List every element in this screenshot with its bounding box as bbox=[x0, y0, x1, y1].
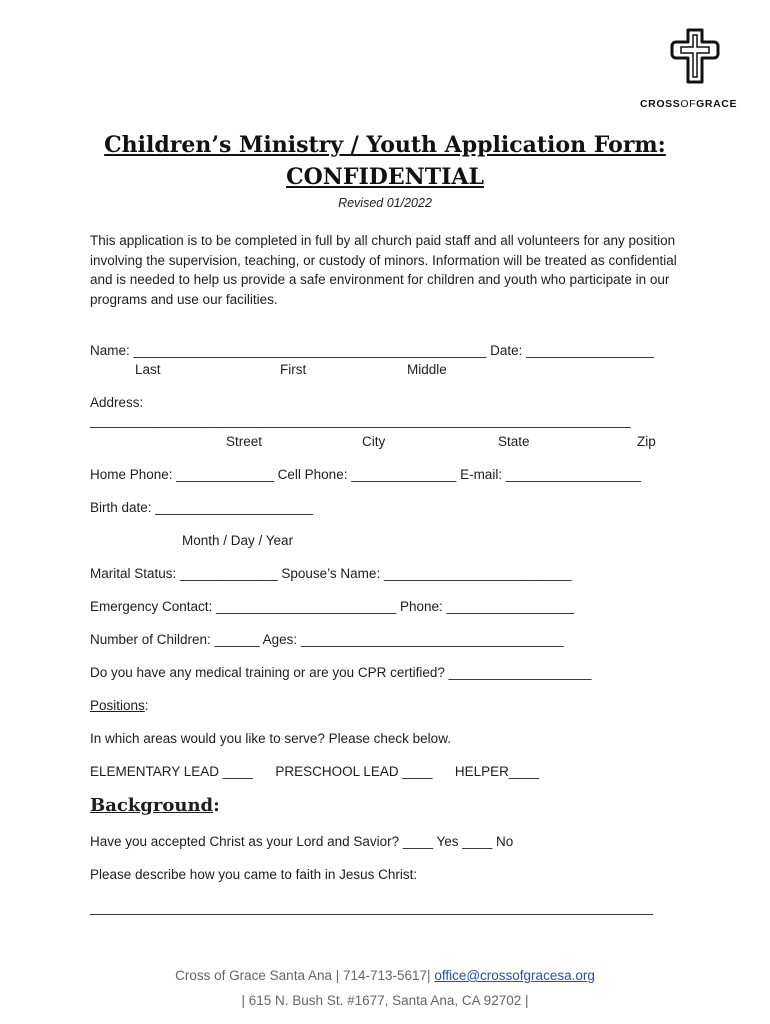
positions-question: In which areas would you like to serve? Please check below. bbox=[90, 731, 451, 746]
logo-wordmark: CROSSOFGRACE bbox=[640, 98, 738, 110]
medical-training-field[interactable]: Do you have any medical training or are you CPR certified? ___________________ bbox=[90, 665, 592, 680]
name-sub-middle: Middle bbox=[407, 362, 447, 377]
background-heading: Background: bbox=[90, 795, 220, 816]
form-title-line2: CONFIDENTIAL bbox=[286, 164, 484, 190]
footer-email-link[interactable]: office@crossofgracesa.org bbox=[434, 968, 595, 983]
name-sub-last: Last bbox=[135, 362, 161, 377]
revised-date: Revised 01/2022 bbox=[338, 196, 432, 210]
marital-status-field[interactable]: Marital Status: _____________ Spouse’s Name: _________________________ bbox=[90, 566, 572, 581]
positions-options[interactable]: ELEMENTARY LEAD ____ PRESCHOOL LEAD ____ HELPER____ bbox=[90, 764, 539, 779]
address-field[interactable]: ________________________________________________________________________ bbox=[90, 413, 631, 428]
address-label: Address: bbox=[90, 395, 144, 410]
address-sub-street: Street bbox=[226, 434, 263, 449]
name-date-field[interactable]: Name: _______________________________________________ Date: _________________ bbox=[90, 343, 654, 358]
faith-question-field[interactable]: Have you accepted Christ as your Lord and Savior? ____ Yes ____ No bbox=[90, 834, 514, 849]
footer-contact: Cross of Grace Santa Ana | 714-713-5617| office@crossofgracesa.org bbox=[175, 968, 595, 983]
birth-date-field[interactable]: Birth date: _____________________ bbox=[90, 500, 313, 515]
phones-email-field[interactable]: Home Phone: _____________ Cell Phone: ______________ E-mail: __________________ bbox=[90, 467, 641, 482]
faith-description-field[interactable]: ___________________________________________________________________________ bbox=[90, 900, 654, 915]
birth-date-sub: Month / Day / Year bbox=[182, 533, 294, 548]
address-sub-city: City bbox=[362, 434, 386, 449]
emergency-contact-field[interactable]: Emergency Contact: ________________________ Phone: _________________ bbox=[90, 599, 575, 614]
positions-label: Positions: bbox=[90, 698, 149, 713]
form-title-line1: Children’s Ministry / Youth Application Form: bbox=[104, 132, 666, 158]
intro-paragraph: This application is to be completed in full by all church paid staff and all volunteers for any position involving the supervision, teaching, or custody of minors. Information will be treated as confidential and is needed to help us provide a safe environment for children and youth who participate in our programs and use our facilities. bbox=[90, 233, 677, 307]
faith-description-prompt: Please describe how you came to faith in Jesus Christ: bbox=[90, 867, 418, 882]
address-sub-state: State bbox=[498, 434, 530, 449]
name-sub-first: First bbox=[280, 362, 307, 377]
cross-of-grace-logo-icon bbox=[660, 26, 730, 88]
children-field[interactable]: Number of Children: ______ Ages: ___________________________________ bbox=[90, 632, 564, 647]
address-sub-zip: Zip bbox=[637, 434, 656, 449]
footer-address: | 615 N. Bush St. #1677, Santa Ana, CA 92702 | bbox=[241, 993, 529, 1008]
